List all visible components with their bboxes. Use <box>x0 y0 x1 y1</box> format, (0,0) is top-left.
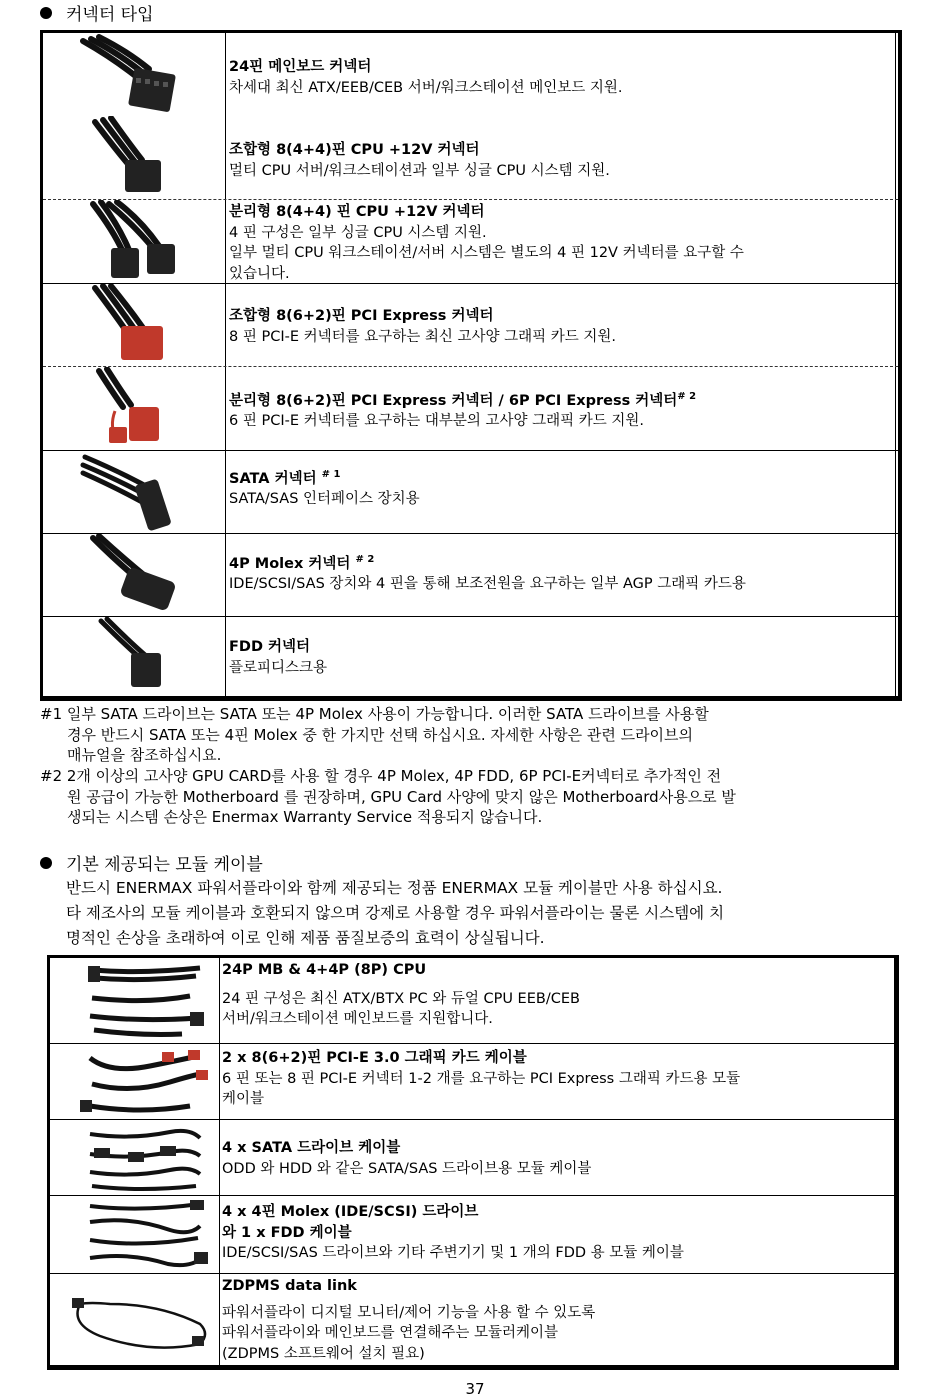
row-title: ZDPMS data link <box>222 1278 357 1294</box>
row-desc: 플로피디스크용 <box>229 659 328 676</box>
heading-text: 커넥터 타입 <box>66 5 154 25</box>
cable-table <box>47 955 899 1370</box>
page-number: 37 <box>465 1380 485 1398</box>
row-desc: 서버/워크스테이션 메인보드를 지원합니다. <box>222 1011 493 1027</box>
row-desc: 8 핀 PCI-E 커넥터를 요구하는 최신 고사양 그래픽 카드 지원. <box>229 328 617 345</box>
row-desc: 파워서플라이와 메인보드를 연결해주는 모듈러케이블 <box>222 1325 558 1341</box>
bullet-icon <box>40 857 52 869</box>
footnote-line: 원 공급이 가능한 Motherboard 를 권장하며, GPU Card 사양에 맞지 않은 Motherboard사용으로 발 <box>67 787 736 806</box>
cable-24p-cpu-image <box>50 958 230 1043</box>
connector-table <box>40 30 902 701</box>
connector-fdd-image <box>43 617 223 700</box>
connector-sata-image <box>43 451 223 534</box>
row-desc: 케이블 <box>222 1091 265 1107</box>
section-heading-connector-types <box>40 0 154 25</box>
row-desc: 있습니다. <box>229 265 290 282</box>
connector-cpu-8pin-image <box>43 116 223 199</box>
row-title: 24P MB & 4+4P (8P) CPU <box>222 962 427 978</box>
cable-zdpms-image <box>50 1274 230 1369</box>
table-row <box>50 1119 894 1196</box>
row-title: 조합형 8(6+2)핀 PCI Express 커넥터 <box>229 308 494 324</box>
row-title: 2 x 8(6+2)핀 PCI-E 3.0 그래픽 카드 케이블 <box>222 1050 527 1066</box>
footnote-line: #1 일부 SATA 드라이브는 SATA 또는 4P Molex 사용이 가능합니다. 이러한 SATA 드라이브를 사용할 <box>40 705 709 723</box>
footnote-1 <box>40 704 890 766</box>
footnote-line: #2 2개 이상의 고사양 GPU CARD를 사용 할 경우 4P Molex, 4P FDD, 6P PCI-E커넥터로 추가적인 전 <box>40 767 722 785</box>
table-row <box>50 1195 894 1274</box>
row-desc: (ZDPMS 소프트웨어 설치 필요) <box>222 1345 425 1362</box>
connector-pcie-split-image <box>43 367 223 451</box>
table-row <box>43 199 898 284</box>
row-desc: 일부 멀티 CPU 워크스테이션/서버 시스템은 별도의 4 핀 12V 커넥터를 요구할 수 <box>229 245 744 261</box>
connector-24pin-image <box>43 33 223 116</box>
row-title: 조합형 8(4+4)핀 CPU +12V 커넥터 <box>229 142 480 158</box>
connector-cpu-split-image <box>43 200 223 284</box>
row-desc: 파워서플라이 디지털 모니터/제어 기능을 사용 할 수 있도록 <box>222 1304 596 1321</box>
table-row <box>43 33 898 116</box>
row-desc: 차세대 최신 ATX/EEB/CEB 서버/워크스테이션 메인보드 지원. <box>229 79 623 96</box>
heading-text: 기본 제공되는 모듈 케이블 <box>66 855 263 875</box>
cable-pcie-image <box>50 1044 230 1120</box>
table-row <box>43 283 898 367</box>
row-title: 분리형 8(4+4) 핀 CPU +12V 커넥터 <box>229 204 485 220</box>
footnote-line: 경우 반드시 SATA 또는 4핀 Molex 중 한 가지만 선택 하십시요. 자세한 사항은 관련 드라이브의 <box>67 725 694 744</box>
row-title: 4P Molex 커넥터 <box>229 555 351 572</box>
footnote-2 <box>40 766 890 828</box>
intro-line: 반드시 ENERMAX 파워서플라이와 함께 제공되는 정품 ENERMAX 모듈 케이블만 사용 하십시요. <box>66 879 723 897</box>
footnote-mark: # 1 <box>321 469 341 480</box>
row-desc: ODD 와 HDD 와 같은 SATA/SAS 드라이브용 모듈 케이블 <box>222 1160 592 1177</box>
connector-pcie-combo-image <box>43 284 223 367</box>
row-desc: 6 핀 또는 8 핀 PCI-E 커넥터 1-2 개를 요구하는 PCI Express 그래픽 카드용 모듈 <box>222 1070 741 1087</box>
table-row <box>50 958 894 1043</box>
footnote-line: 매뉴얼을 참조하십시요. <box>67 746 222 764</box>
connector-molex-image <box>43 534 223 617</box>
cable-sata-image <box>50 1120 230 1196</box>
footnote-mark: # 2 <box>355 554 375 565</box>
row-desc: 4 핀 구성은 일부 싱글 CPU 시스템 지원. <box>229 224 487 241</box>
row-title-continued: 와 1 x FDD 케이블 <box>222 1224 352 1241</box>
intro-line: 타 제조사의 모듈 케이블과 호환되지 않으며 강제로 사용할 경우 파워서플라이는 물론 시스템에 치 <box>66 904 725 922</box>
intro-line: 명적인 손상을 초래하여 이로 인해 제품 품질보증의 효력이 상실됩니다. <box>66 929 545 947</box>
section-heading-modular-cables <box>40 850 263 875</box>
row-title: FDD 커넥터 <box>229 639 311 655</box>
row-title: 분리형 8(6+2)핀 PCI Express 커넥터 / 6P PCI Express 커넥터 <box>229 392 678 409</box>
row-desc: IDE/SCSI/SAS 드라이브와 기타 주변기기 및 1 개의 FDD 용 모듈 케이블 <box>222 1245 684 1261</box>
row-title: 4 x 4핀 Molex (IDE/SCSI) 드라이브 <box>222 1204 479 1220</box>
row-title: SATA 커넥터 <box>229 470 317 487</box>
section2-intro <box>66 876 888 951</box>
row-title: 4 x SATA 드라이브 케이블 <box>222 1140 401 1156</box>
row-desc: 멀티 CPU 서버/워크스테이션과 일부 싱글 CPU 시스템 지원. <box>229 162 610 179</box>
table-row <box>43 116 898 199</box>
bullet-icon <box>40 7 52 19</box>
table-row <box>50 1273 894 1369</box>
row-desc: SATA/SAS 인터페이스 장치용 <box>229 491 420 508</box>
table-row <box>43 450 898 534</box>
cable-molex-fdd-image <box>50 1196 230 1274</box>
table-row <box>50 1043 894 1120</box>
row-desc: 6 핀 PCI-E 커넥터를 요구하는 대부분의 고사양 그래픽 카드 지원. <box>229 413 645 430</box>
footnote-mark: # 2 <box>677 391 697 402</box>
row-title: 24핀 메인보드 커넥터 <box>229 59 372 75</box>
row-desc: 24 핀 구성은 최신 ATX/BTX PC 와 듀얼 CPU EEB/CEB <box>222 990 580 1007</box>
table-row <box>43 366 898 451</box>
table-row <box>43 616 898 700</box>
row-desc: IDE/SCSI/SAS 장치와 4 핀을 통해 보조전원을 요구하는 일부 AGP 그래픽 카드용 <box>229 576 746 593</box>
footnote-line: 생되는 시스템 손상은 Enermax Warranty Service 적용되지 않습니다. <box>67 808 543 826</box>
table-row <box>43 533 898 617</box>
